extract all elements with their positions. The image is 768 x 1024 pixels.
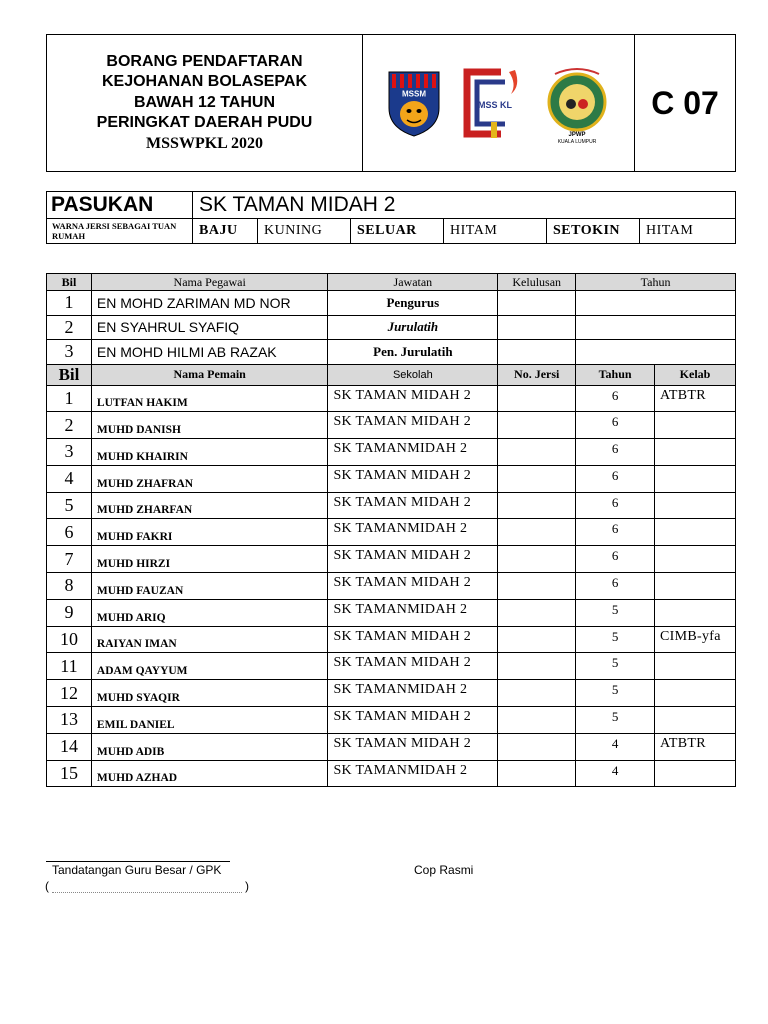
player-year: 5 — [576, 626, 655, 653]
player-row — [47, 733, 736, 760]
player-bil: 1 — [47, 385, 92, 412]
title-line-2: KEJOHANAN BOLASEPAK — [101, 73, 308, 91]
player-jersey — [498, 599, 576, 626]
player-jersey — [498, 465, 576, 492]
player-club — [655, 680, 736, 707]
player-club — [655, 439, 736, 466]
player-row — [47, 760, 736, 787]
stamp-label: Cop Rasmi — [414, 863, 474, 877]
name-paren-close: ) — [245, 879, 249, 893]
player-name: MUHD ZHAFRAN — [91, 465, 328, 492]
player-club — [655, 760, 736, 787]
team-name: SK TAMAN MIDAH 2 — [193, 192, 736, 219]
player-bil: 11 — [47, 653, 92, 680]
jersey-colour-label: WARNA JERSI SEBAGAI TUAN RUMAH — [47, 219, 193, 244]
player-year: 6 — [576, 465, 655, 492]
official-kelulusan — [498, 291, 576, 316]
player-year: 4 — [576, 733, 655, 760]
player-bil: 3 — [47, 439, 92, 466]
player-row — [47, 492, 736, 519]
player-row — [47, 680, 736, 707]
player-bil: 13 — [47, 707, 92, 734]
player-school: SK TAMAN MIDAH 2 — [328, 573, 498, 600]
svg-text:JPWP: JPWP — [567, 132, 586, 138]
mssm-logo — [385, 68, 443, 138]
player-year: 4 — [576, 760, 655, 787]
player-school: SK TAMAN MIDAH 2 — [328, 492, 498, 519]
player-club — [655, 465, 736, 492]
player-row — [47, 573, 736, 600]
official-role: Jurulatih — [328, 315, 498, 340]
player-school: SK TAMAN MIDAH 2 — [328, 546, 498, 573]
player-jersey — [498, 519, 576, 546]
official-role: Pengurus — [328, 291, 498, 316]
players-header-nama: Nama Pemain — [91, 364, 328, 385]
player-name: MUHD FAUZAN — [91, 573, 328, 600]
player-jersey — [498, 653, 576, 680]
official-row — [47, 340, 736, 365]
player-name: MUHD HIRZI — [91, 546, 328, 573]
official-tahun — [576, 340, 736, 365]
player-bil: 2 — [47, 412, 92, 439]
team-table — [46, 191, 736, 244]
player-club — [655, 519, 736, 546]
players-header-jersi: No. Jersi — [498, 364, 576, 385]
player-year: 5 — [576, 653, 655, 680]
official-name: EN SYAHRUL SYAFIQ — [91, 315, 328, 340]
player-row — [47, 385, 736, 412]
player-bil: 7 — [47, 546, 92, 573]
player-club — [655, 599, 736, 626]
setokin-label: SETOKIN — [547, 219, 640, 244]
player-jersey — [498, 385, 576, 412]
official-bil: 2 — [47, 315, 92, 340]
official-tahun — [576, 291, 736, 316]
jpwp-logo — [541, 62, 613, 144]
player-jersey — [498, 680, 576, 707]
player-year: 5 — [576, 680, 655, 707]
baju-label: BAJU — [193, 219, 258, 244]
player-club — [655, 653, 736, 680]
official-name: EN MOHD HILMI AB RAZAK — [91, 340, 328, 365]
player-year: 6 — [576, 546, 655, 573]
logo-group — [363, 35, 635, 172]
player-name: MUHD FAKRI — [91, 519, 328, 546]
official-bil: 3 — [47, 340, 92, 365]
player-bil: 12 — [47, 680, 92, 707]
player-row — [47, 412, 736, 439]
player-school: SK TAMAN MIDAH 2 — [328, 653, 498, 680]
svg-text:MSS KL: MSS KL — [477, 100, 512, 110]
player-jersey — [498, 439, 576, 466]
msskl-logo — [455, 64, 529, 142]
registration-table — [46, 273, 736, 787]
players-header-kelab: Kelab — [655, 364, 736, 385]
player-jersey — [498, 733, 576, 760]
player-bil: 9 — [47, 599, 92, 626]
setokin-value: HITAM — [640, 219, 736, 244]
player-school: SK TAMANMIDAH 2 — [328, 760, 498, 787]
player-club — [655, 546, 736, 573]
player-school: SK TAMAN MIDAH 2 — [328, 412, 498, 439]
name-paren-open: ( — [45, 879, 49, 893]
player-row — [47, 599, 736, 626]
officials-header-bil: Bil — [47, 274, 92, 291]
player-club — [655, 492, 736, 519]
player-school: SK TAMAN MIDAH 2 — [328, 385, 498, 412]
player-bil: 8 — [47, 573, 92, 600]
player-year: 6 — [576, 385, 655, 412]
player-row — [47, 546, 736, 573]
player-name: MUHD ARIQ — [91, 599, 328, 626]
officials-header-nama: Nama Pegawai — [91, 274, 328, 291]
officials-header-jawatan: Jawatan — [328, 274, 498, 291]
players-header-bil: Bil — [47, 364, 92, 385]
player-year: 5 — [576, 599, 655, 626]
player-name: MUHD ADIB — [91, 733, 328, 760]
official-kelulusan — [498, 340, 576, 365]
player-jersey — [498, 626, 576, 653]
player-school: SK TAMANMIDAH 2 — [328, 519, 498, 546]
officials-header-tahun: Tahun — [576, 274, 736, 291]
player-row — [47, 653, 736, 680]
players-header-sekolah: Sekolah — [328, 364, 498, 385]
officials-header-kelulusan: Kelulusan — [498, 274, 576, 291]
player-bil: 14 — [47, 733, 92, 760]
player-jersey — [498, 573, 576, 600]
player-row — [47, 519, 736, 546]
player-year: 5 — [576, 707, 655, 734]
player-year: 6 — [576, 573, 655, 600]
player-jersey — [498, 492, 576, 519]
signature-label: Tandatangan Guru Besar / GPK — [52, 863, 222, 877]
player-name: ADAM QAYYUM — [91, 653, 328, 680]
player-row — [47, 465, 736, 492]
baju-value: KUNING — [258, 219, 351, 244]
player-school: SK TAMAN MIDAH 2 — [328, 626, 498, 653]
player-jersey — [498, 546, 576, 573]
player-bil: 5 — [47, 492, 92, 519]
official-bil: 1 — [47, 291, 92, 316]
player-bil: 15 — [47, 760, 92, 787]
player-name: MUHD AZHAD — [91, 760, 328, 787]
title-line-3: BAWAH 12 TAHUN — [133, 93, 276, 111]
official-name: EN MOHD ZARIMAN MD NOR — [91, 291, 328, 316]
player-name: MUHD KHAIRIN — [91, 439, 328, 466]
player-club: CIMB-yfa — [655, 626, 736, 653]
player-rows — [47, 385, 736, 787]
player-jersey — [498, 760, 576, 787]
seluar-label: SELUAR — [351, 219, 444, 244]
name-dotted-line — [52, 892, 242, 893]
player-school: SK TAMAN MIDAH 2 — [328, 733, 498, 760]
player-jersey — [498, 412, 576, 439]
player-club — [655, 412, 736, 439]
player-jersey — [498, 707, 576, 734]
player-club — [655, 707, 736, 734]
title-year: MSSWPKL 2020 — [146, 134, 263, 152]
player-club — [655, 573, 736, 600]
player-school: SK TAMANMIDAH 2 — [328, 439, 498, 466]
official-tahun — [576, 315, 736, 340]
player-bil: 10 — [47, 626, 92, 653]
svg-text:MSSM: MSSM — [401, 89, 426, 99]
player-year: 6 — [576, 439, 655, 466]
player-name: LUTFAN HAKIM — [91, 385, 328, 412]
player-row — [47, 439, 736, 466]
signature-line — [46, 861, 230, 862]
player-name: MUHD SYAQIR — [91, 680, 328, 707]
player-year: 6 — [576, 519, 655, 546]
player-school: SK TAMANMIDAH 2 — [328, 680, 498, 707]
player-school: SK TAMAN MIDAH 2 — [328, 707, 498, 734]
title-line-1: BORANG PENDAFTARAN — [106, 52, 303, 70]
seluar-value: HITAM — [444, 219, 547, 244]
player-bil: 6 — [47, 519, 92, 546]
official-kelulusan — [498, 315, 576, 340]
player-club: ATBTR — [655, 385, 736, 412]
player-school: SK TAMAN MIDAH 2 — [328, 465, 498, 492]
svg-text:KUALA LUMPUR: KUALA LUMPUR — [557, 139, 596, 144]
players-header-tahun: Tahun — [576, 364, 655, 385]
pasukan-label: PASUKAN — [47, 192, 193, 219]
player-club: ATBTR — [655, 733, 736, 760]
player-school: SK TAMANMIDAH 2 — [328, 599, 498, 626]
player-name: RAIYAN IMAN — [91, 626, 328, 653]
official-row — [47, 291, 736, 316]
player-row — [47, 707, 736, 734]
title-line-4: PERINGKAT DAERAH PUDU — [96, 114, 313, 132]
player-bil: 4 — [47, 465, 92, 492]
player-year: 6 — [576, 492, 655, 519]
player-name: MUHD ZHARFAN — [91, 492, 328, 519]
player-year: 6 — [576, 412, 655, 439]
official-row — [47, 315, 736, 340]
official-role: Pen. Jurulatih — [328, 340, 498, 365]
form-code: C 07 — [635, 35, 736, 172]
player-row — [47, 626, 736, 653]
form-header — [46, 34, 736, 172]
form-title — [47, 35, 363, 172]
player-name: EMIL DANIEL — [91, 707, 328, 734]
player-name: MUHD DANISH — [91, 412, 328, 439]
